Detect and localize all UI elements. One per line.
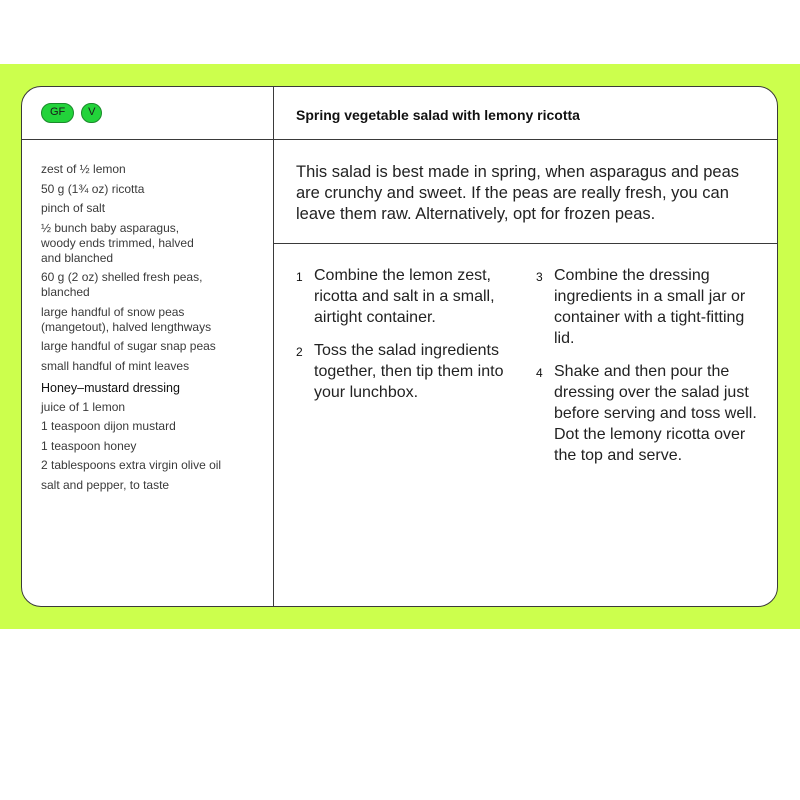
recipe-intro: This salad is best made in spring, when asparagus and peas are crunchy and sweet. If the peas are really fresh, you can leave them raw. Alternatively, opt for frozen peas. — [296, 163, 740, 223]
ingredient-item: pinch of salt — [41, 201, 106, 215]
step-number: 3 — [536, 270, 543, 284]
method-steps-right — [536, 265, 766, 478]
dressing-item: 2 tablespoons extra virgin olive oil — [41, 458, 222, 472]
ingredient-list — [41, 162, 266, 497]
gluten-free-badge: GF — [41, 103, 74, 123]
ingredient-item: ½ bunch baby asparagus, woody ends trimmed, halved and blanched — [41, 220, 194, 265]
step-text: Combine the lemon zest, ricotta and salt in a small, airtight container. — [314, 267, 495, 326]
header-divider-right — [274, 139, 777, 140]
step-text: Shake and then pour the dressing over the salad just before serving and toss well. Dot the lemony ricotta over the top and serve. — [554, 363, 757, 464]
dressing-item: 1 teaspoon honey — [41, 438, 137, 453]
ingredient-item: large handful of sugar snap peas — [41, 339, 216, 353]
header-divider-left — [22, 139, 274, 140]
ingredient-item: 60 g (2 oz) shelled fresh peas, blanched — [41, 270, 203, 299]
ingredient-item: large handful of snow peas (mangetout), halved lengthways — [41, 304, 212, 334]
recipe-card — [21, 86, 778, 607]
step-text: Toss the salad ingredients together, then tip them into your lunchbox. — [314, 342, 504, 401]
step-number: 2 — [296, 345, 303, 359]
step-number: 4 — [536, 366, 543, 380]
dressing-item: salt and pepper, to taste — [41, 477, 170, 492]
ingredient-item: zest of ½ lemon — [41, 162, 126, 176]
dressing-item: 1 teaspoon dijon mustard — [41, 419, 176, 433]
method-step — [536, 361, 766, 466]
vegetarian-badge: V — [81, 103, 102, 123]
step-number: 1 — [296, 270, 303, 284]
method-step — [296, 265, 526, 328]
diet-badges — [41, 103, 102, 123]
step-text: Combine the dressing ingredients in a small jar or container with a tight-fitting lid. — [554, 267, 746, 347]
ingredient-item: 50 g (1¾ oz) ricotta — [41, 181, 145, 196]
method-steps-left — [296, 265, 526, 415]
recipe-title: Spring vegetable salad with lemony ricotta — [296, 107, 580, 123]
method-step — [536, 265, 766, 349]
dressing-item: juice of 1 lemon — [41, 399, 126, 414]
ingredient-item: small handful of mint leaves — [41, 358, 190, 373]
method-step — [296, 340, 526, 403]
intro-divider — [274, 243, 777, 244]
dressing-heading: Honey–mustard dressing — [41, 380, 180, 395]
vertical-divider — [273, 87, 274, 606]
